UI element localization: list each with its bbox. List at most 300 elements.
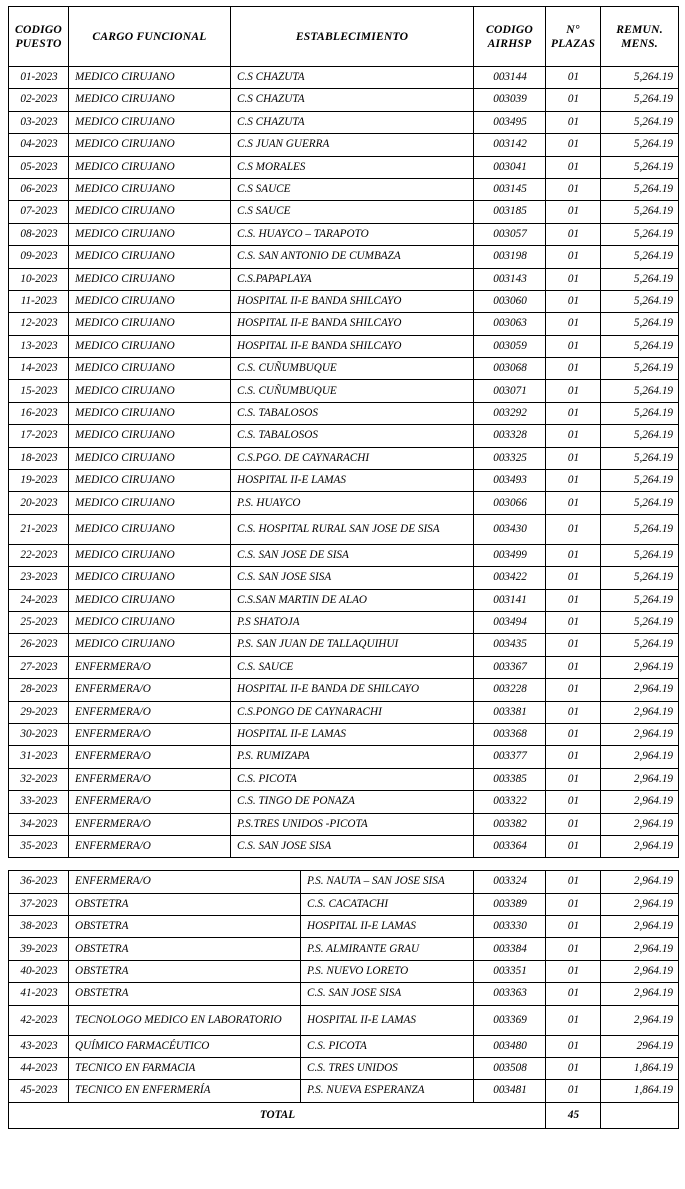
cell-codigo-airhsp: 003059 bbox=[474, 335, 546, 357]
cell-n-plazas: 01 bbox=[546, 567, 601, 589]
table-row bbox=[9, 246, 679, 268]
cell-codigo-puesto: 27-2023 bbox=[9, 656, 69, 678]
cell-n-plazas: 01 bbox=[546, 746, 601, 768]
cell-cargo-funcional: TECNICO EN FARMACIA bbox=[69, 1058, 301, 1080]
cell-establecimiento: C.S JUAN GUERRA bbox=[231, 134, 474, 156]
table-header-row bbox=[9, 7, 679, 67]
table-section-divider bbox=[8, 858, 678, 870]
column-header-establecimiento bbox=[231, 7, 474, 67]
cell-n-plazas: 01 bbox=[546, 938, 601, 960]
cell-codigo-airhsp: 003144 bbox=[474, 67, 546, 89]
cell-establecimiento: C.S CHAZUTA bbox=[231, 89, 474, 111]
cell-codigo-puesto: 15-2023 bbox=[9, 380, 69, 402]
cell-codigo-puesto: 20-2023 bbox=[9, 492, 69, 514]
cell-establecimiento: C.S.PONGO DE CAYNARACHI bbox=[231, 701, 474, 723]
cell-codigo-airhsp: 003292 bbox=[474, 402, 546, 424]
cell-codigo-airhsp: 003382 bbox=[474, 813, 546, 835]
cell-establecimiento: C.S.PAPAPLAYA bbox=[231, 268, 474, 290]
table-row bbox=[9, 746, 679, 768]
cell-cargo-funcional: MEDICO CIRUJANO bbox=[69, 335, 231, 357]
cell-cargo-funcional: ENFERMERA/O bbox=[69, 723, 231, 745]
total-label: TOTAL bbox=[9, 1102, 546, 1128]
cell-codigo-airhsp: 003328 bbox=[474, 425, 546, 447]
cell-codigo-puesto: 22-2023 bbox=[9, 544, 69, 566]
table-row bbox=[9, 791, 679, 813]
cell-cargo-funcional: MEDICO CIRUJANO bbox=[69, 313, 231, 335]
header-line-2: PUESTO bbox=[15, 36, 62, 50]
cell-cargo-funcional: MEDICO CIRUJANO bbox=[69, 544, 231, 566]
cell-remun-mens: 5,264.19 bbox=[601, 447, 679, 469]
table-row bbox=[9, 1058, 679, 1080]
cell-remun-mens: 5,264.19 bbox=[601, 470, 679, 492]
table-row bbox=[9, 916, 679, 938]
cell-codigo-airhsp: 003384 bbox=[474, 938, 546, 960]
cell-codigo-airhsp: 003351 bbox=[474, 960, 546, 982]
cell-establecimiento: HOSPITAL II-E BANDA SHILCAYO bbox=[231, 335, 474, 357]
table-row bbox=[9, 835, 679, 857]
cell-n-plazas: 01 bbox=[546, 178, 601, 200]
cell-n-plazas: 01 bbox=[546, 447, 601, 469]
cell-codigo-puesto: 09-2023 bbox=[9, 246, 69, 268]
cell-codigo-puesto: 25-2023 bbox=[9, 611, 69, 633]
cell-n-plazas: 01 bbox=[546, 634, 601, 656]
column-header-n-plazas bbox=[546, 7, 601, 67]
cell-establecimiento: P.S. RUMIZAPA bbox=[231, 746, 474, 768]
cell-n-plazas: 01 bbox=[546, 589, 601, 611]
table-row bbox=[9, 335, 679, 357]
cell-cargo-funcional: OBSTETRA bbox=[69, 983, 301, 1005]
cell-remun-mens: 5,264.19 bbox=[601, 567, 679, 589]
cell-n-plazas: 01 bbox=[546, 983, 601, 1005]
cell-codigo-airhsp: 003435 bbox=[474, 634, 546, 656]
cell-remun-mens: 5,264.19 bbox=[601, 290, 679, 312]
table-body-section-two bbox=[9, 871, 679, 1129]
cell-n-plazas: 01 bbox=[546, 679, 601, 701]
cell-remun-mens: 1,864.19 bbox=[601, 1080, 679, 1102]
cell-n-plazas: 01 bbox=[546, 246, 601, 268]
cell-codigo-airhsp: 003145 bbox=[474, 178, 546, 200]
cell-codigo-airhsp: 003369 bbox=[474, 1005, 546, 1035]
cell-remun-mens: 1,864.19 bbox=[601, 1058, 679, 1080]
cell-cargo-funcional: ENFERMERA/O bbox=[69, 835, 231, 857]
table-row bbox=[9, 514, 679, 544]
cell-codigo-airhsp: 003322 bbox=[474, 791, 546, 813]
cell-remun-mens: 2,964.19 bbox=[601, 679, 679, 701]
cell-cargo-funcional: ENFERMERA/O bbox=[69, 746, 231, 768]
cell-n-plazas: 01 bbox=[546, 470, 601, 492]
cell-n-plazas: 01 bbox=[546, 223, 601, 245]
cell-establecimiento: C.S. PICOTA bbox=[231, 768, 474, 790]
cell-remun-mens: 2,964.19 bbox=[601, 893, 679, 915]
cell-cargo-funcional: ENFERMERA/O bbox=[69, 679, 231, 701]
cell-remun-mens: 5,264.19 bbox=[601, 111, 679, 133]
cell-establecimiento: C.S SAUCE bbox=[231, 201, 474, 223]
table-row bbox=[9, 201, 679, 223]
table-row bbox=[9, 313, 679, 335]
header-line-2: MENS. bbox=[621, 36, 658, 50]
cell-cargo-funcional: ENFERMERA/O bbox=[69, 791, 231, 813]
cell-cargo-funcional: OBSTETRA bbox=[69, 938, 301, 960]
cell-remun-mens: 2,964.19 bbox=[601, 656, 679, 678]
table-row bbox=[9, 470, 679, 492]
cell-n-plazas: 01 bbox=[546, 893, 601, 915]
cell-cargo-funcional: OBSTETRA bbox=[69, 960, 301, 982]
cell-remun-mens: 5,264.19 bbox=[601, 589, 679, 611]
cell-codigo-airhsp: 003325 bbox=[474, 447, 546, 469]
column-header-cargo-funcional bbox=[69, 7, 231, 67]
header-line-2: PLAZAS bbox=[550, 36, 596, 50]
cell-codigo-airhsp: 003385 bbox=[474, 768, 546, 790]
table-row bbox=[9, 1080, 679, 1102]
cell-establecimiento: P.S. HUAYCO bbox=[231, 492, 474, 514]
cell-n-plazas: 01 bbox=[546, 835, 601, 857]
cell-codigo-puesto: 18-2023 bbox=[9, 447, 69, 469]
cell-cargo-funcional: MEDICO CIRUJANO bbox=[69, 611, 231, 633]
cell-codigo-puesto: 12-2023 bbox=[9, 313, 69, 335]
cell-establecimiento: P.S.TRES UNIDOS -PICOTA bbox=[231, 813, 474, 835]
cell-codigo-puesto: 38-2023 bbox=[9, 916, 69, 938]
cell-establecimiento: HOSPITAL II-E LAMAS bbox=[301, 916, 474, 938]
cell-establecimiento: C.S SAUCE bbox=[231, 178, 474, 200]
cell-n-plazas: 01 bbox=[546, 960, 601, 982]
header-line-1: CODIGO bbox=[15, 22, 62, 36]
cell-establecimiento: P.S. NUEVA ESPERANZA bbox=[301, 1080, 474, 1102]
table-row bbox=[9, 380, 679, 402]
cell-cargo-funcional: ENFERMERA/O bbox=[69, 656, 231, 678]
cell-remun-mens: 5,264.19 bbox=[601, 335, 679, 357]
cell-remun-mens: 2,964.19 bbox=[601, 983, 679, 1005]
cell-codigo-airhsp: 003039 bbox=[474, 89, 546, 111]
table-row bbox=[9, 1005, 679, 1035]
cell-remun-mens: 5,264.19 bbox=[601, 223, 679, 245]
cell-n-plazas: 01 bbox=[546, 358, 601, 380]
cell-n-plazas: 01 bbox=[546, 723, 601, 745]
cell-n-plazas: 01 bbox=[546, 67, 601, 89]
cell-n-plazas: 01 bbox=[546, 425, 601, 447]
cell-remun-mens: 5,264.19 bbox=[601, 313, 679, 335]
cell-remun-mens: 5,264.19 bbox=[601, 492, 679, 514]
cell-codigo-airhsp: 003185 bbox=[474, 201, 546, 223]
table-row bbox=[9, 871, 679, 893]
cell-n-plazas: 01 bbox=[546, 492, 601, 514]
cell-cargo-funcional: TECNOLOGO MEDICO EN LABORATORIO bbox=[69, 1005, 301, 1035]
total-remun-value bbox=[601, 1102, 679, 1128]
cell-codigo-puesto: 05-2023 bbox=[9, 156, 69, 178]
cell-establecimiento: C.S. SAUCE bbox=[231, 656, 474, 678]
cell-n-plazas: 01 bbox=[546, 871, 601, 893]
cell-cargo-funcional: ENFERMERA/O bbox=[69, 768, 231, 790]
cell-n-plazas: 01 bbox=[546, 156, 601, 178]
cell-n-plazas: 01 bbox=[546, 380, 601, 402]
cell-codigo-puesto: 42-2023 bbox=[9, 1005, 69, 1035]
cell-codigo-puesto: 45-2023 bbox=[9, 1080, 69, 1102]
cell-remun-mens: 2,964.19 bbox=[601, 938, 679, 960]
column-header-codigo-puesto bbox=[9, 7, 69, 67]
cell-establecimiento: C.S. TABALOSOS bbox=[231, 425, 474, 447]
table-row bbox=[9, 425, 679, 447]
cell-remun-mens: 5,264.19 bbox=[601, 178, 679, 200]
table-row bbox=[9, 268, 679, 290]
cell-establecimiento: P.S SHATOJA bbox=[231, 611, 474, 633]
cell-codigo-puesto: 37-2023 bbox=[9, 893, 69, 915]
cell-codigo-puesto: 19-2023 bbox=[9, 470, 69, 492]
table-row bbox=[9, 447, 679, 469]
cell-codigo-airhsp: 003495 bbox=[474, 111, 546, 133]
cell-remun-mens: 5,264.19 bbox=[601, 358, 679, 380]
cell-n-plazas: 01 bbox=[546, 916, 601, 938]
cell-n-plazas: 01 bbox=[546, 701, 601, 723]
cell-remun-mens: 2,964.19 bbox=[601, 916, 679, 938]
cell-cargo-funcional: ENFERMERA/O bbox=[69, 701, 231, 723]
cell-codigo-airhsp: 003041 bbox=[474, 156, 546, 178]
cell-establecimiento: C.S. CUÑUMBUQUE bbox=[231, 380, 474, 402]
cell-codigo-puesto: 08-2023 bbox=[9, 223, 69, 245]
cell-codigo-puesto: 24-2023 bbox=[9, 589, 69, 611]
cell-cargo-funcional: MEDICO CIRUJANO bbox=[69, 514, 231, 544]
cell-cargo-funcional: MEDICO CIRUJANO bbox=[69, 201, 231, 223]
cell-cargo-funcional: MEDICO CIRUJANO bbox=[69, 567, 231, 589]
cell-establecimiento: P.S. NAUTA – SAN JOSE SISA bbox=[301, 871, 474, 893]
cell-cargo-funcional: MEDICO CIRUJANO bbox=[69, 156, 231, 178]
table-row bbox=[9, 402, 679, 424]
cell-codigo-airhsp: 003198 bbox=[474, 246, 546, 268]
header-line-1: N° bbox=[566, 22, 580, 36]
cell-cargo-funcional: MEDICO CIRUJANO bbox=[69, 178, 231, 200]
cell-cargo-funcional: MEDICO CIRUJANO bbox=[69, 358, 231, 380]
cell-codigo-puesto: 32-2023 bbox=[9, 768, 69, 790]
cell-remun-mens: 5,264.19 bbox=[601, 134, 679, 156]
cell-codigo-airhsp: 003481 bbox=[474, 1080, 546, 1102]
cell-cargo-funcional: QUÍMICO FARMACÉUTICO bbox=[69, 1035, 301, 1057]
cell-codigo-airhsp: 003430 bbox=[474, 514, 546, 544]
table-row bbox=[9, 290, 679, 312]
cell-codigo-airhsp: 003480 bbox=[474, 1035, 546, 1057]
table-total-row bbox=[9, 1102, 679, 1128]
cell-cargo-funcional: MEDICO CIRUJANO bbox=[69, 447, 231, 469]
table-row bbox=[9, 111, 679, 133]
cell-codigo-airhsp: 003141 bbox=[474, 589, 546, 611]
cell-codigo-airhsp: 003422 bbox=[474, 567, 546, 589]
cell-establecimiento: C.S CHAZUTA bbox=[231, 67, 474, 89]
cell-cargo-funcional: MEDICO CIRUJANO bbox=[69, 111, 231, 133]
cell-n-plazas: 01 bbox=[546, 768, 601, 790]
cell-establecimiento: HOSPITAL II-E BANDA SHILCAYO bbox=[231, 290, 474, 312]
table-row bbox=[9, 134, 679, 156]
cell-n-plazas: 01 bbox=[546, 791, 601, 813]
table-row bbox=[9, 567, 679, 589]
cell-codigo-airhsp: 003367 bbox=[474, 656, 546, 678]
cell-cargo-funcional: MEDICO CIRUJANO bbox=[69, 290, 231, 312]
cell-n-plazas: 01 bbox=[546, 1035, 601, 1057]
cell-codigo-puesto: 07-2023 bbox=[9, 201, 69, 223]
cell-remun-mens: 2,964.19 bbox=[601, 768, 679, 790]
cell-remun-mens: 2,964.19 bbox=[601, 701, 679, 723]
cell-establecimiento: HOSPITAL II-E LAMAS bbox=[231, 723, 474, 745]
cell-establecimiento: P.S. ALMIRANTE GRAU bbox=[301, 938, 474, 960]
cell-establecimiento: C.S. TABALOSOS bbox=[231, 402, 474, 424]
cell-n-plazas: 01 bbox=[546, 89, 601, 111]
cell-establecimiento: C.S. PICOTA bbox=[301, 1035, 474, 1057]
cell-cargo-funcional: MEDICO CIRUJANO bbox=[69, 634, 231, 656]
cell-remun-mens: 5,264.19 bbox=[601, 402, 679, 424]
cell-establecimiento: C.S. SAN JOSE SISA bbox=[301, 983, 474, 1005]
cell-codigo-puesto: 01-2023 bbox=[9, 67, 69, 89]
cell-codigo-airhsp: 003066 bbox=[474, 492, 546, 514]
cell-codigo-puesto: 04-2023 bbox=[9, 134, 69, 156]
cell-cargo-funcional: OBSTETRA bbox=[69, 893, 301, 915]
cell-cargo-funcional: MEDICO CIRUJANO bbox=[69, 425, 231, 447]
header-line-1: REMUN. bbox=[616, 22, 663, 36]
cell-codigo-airhsp: 003381 bbox=[474, 701, 546, 723]
column-header-remun-mens bbox=[601, 7, 679, 67]
cell-n-plazas: 01 bbox=[546, 1005, 601, 1035]
cell-codigo-puesto: 43-2023 bbox=[9, 1035, 69, 1057]
cell-codigo-airhsp: 003060 bbox=[474, 290, 546, 312]
cell-cargo-funcional: MEDICO CIRUJANO bbox=[69, 380, 231, 402]
cell-codigo-airhsp: 003364 bbox=[474, 835, 546, 857]
cell-establecimiento: C.S. CUÑUMBUQUE bbox=[231, 358, 474, 380]
cell-codigo-airhsp: 003377 bbox=[474, 746, 546, 768]
cell-codigo-puesto: 29-2023 bbox=[9, 701, 69, 723]
table-row bbox=[9, 544, 679, 566]
cell-establecimiento: P.S. SAN JUAN DE TALLAQUIHUI bbox=[231, 634, 474, 656]
table-row bbox=[9, 723, 679, 745]
cell-establecimiento: P.S. NUEVO LORETO bbox=[301, 960, 474, 982]
cell-codigo-puesto: 06-2023 bbox=[9, 178, 69, 200]
column-header-codigo-airhsp bbox=[474, 7, 546, 67]
table-row bbox=[9, 178, 679, 200]
cell-n-plazas: 01 bbox=[546, 201, 601, 223]
cell-codigo-puesto: 17-2023 bbox=[9, 425, 69, 447]
cell-establecimiento: C.S. SAN JOSE DE SISA bbox=[231, 544, 474, 566]
cell-establecimiento: C.S. SAN ANTONIO DE CUMBAZA bbox=[231, 246, 474, 268]
table-row bbox=[9, 589, 679, 611]
cell-n-plazas: 01 bbox=[546, 134, 601, 156]
cell-remun-mens: 5,264.19 bbox=[601, 246, 679, 268]
table-row bbox=[9, 656, 679, 678]
header-line-1: CARGO FUNCIONAL bbox=[92, 29, 207, 43]
cell-remun-mens: 5,264.19 bbox=[601, 514, 679, 544]
cell-codigo-airhsp: 003508 bbox=[474, 1058, 546, 1080]
cell-establecimiento: C.S. HOSPITAL RURAL SAN JOSE DE SISA bbox=[231, 514, 474, 544]
table-row bbox=[9, 67, 679, 89]
cell-codigo-airhsp: 003063 bbox=[474, 313, 546, 335]
table-row bbox=[9, 358, 679, 380]
table-row bbox=[9, 634, 679, 656]
cell-codigo-airhsp: 003068 bbox=[474, 358, 546, 380]
cell-codigo-puesto: 40-2023 bbox=[9, 960, 69, 982]
cell-establecimiento: C.S. CACATACHI bbox=[301, 893, 474, 915]
cell-codigo-puesto: 14-2023 bbox=[9, 358, 69, 380]
cell-cargo-funcional: MEDICO CIRUJANO bbox=[69, 246, 231, 268]
cell-codigo-puesto: 28-2023 bbox=[9, 679, 69, 701]
table-row bbox=[9, 960, 679, 982]
cell-cargo-funcional: MEDICO CIRUJANO bbox=[69, 89, 231, 111]
cell-codigo-puesto: 26-2023 bbox=[9, 634, 69, 656]
cell-remun-mens: 5,264.19 bbox=[601, 380, 679, 402]
cell-remun-mens: 5,264.19 bbox=[601, 268, 679, 290]
cell-remun-mens: 2,964.19 bbox=[601, 871, 679, 893]
table-row bbox=[9, 492, 679, 514]
cell-establecimiento: HOSPITAL II-E BANDA SHILCAYO bbox=[231, 313, 474, 335]
table-row bbox=[9, 701, 679, 723]
cell-codigo-airhsp: 003142 bbox=[474, 134, 546, 156]
cell-n-plazas: 01 bbox=[546, 611, 601, 633]
header-line-2: AIRHSP bbox=[487, 36, 532, 50]
cell-establecimiento: C.S. TINGO DE PONAZA bbox=[231, 791, 474, 813]
cell-remun-mens: 5,264.19 bbox=[601, 67, 679, 89]
cell-n-plazas: 01 bbox=[546, 268, 601, 290]
cell-remun-mens: 5,264.19 bbox=[601, 89, 679, 111]
cell-codigo-airhsp: 003499 bbox=[474, 544, 546, 566]
cell-remun-mens: 5,264.19 bbox=[601, 611, 679, 633]
cell-codigo-puesto: 33-2023 bbox=[9, 791, 69, 813]
cell-establecimiento: C.S. HUAYCO – TARAPOTO bbox=[231, 223, 474, 245]
cell-codigo-puesto: 39-2023 bbox=[9, 938, 69, 960]
cell-codigo-puesto: 02-2023 bbox=[9, 89, 69, 111]
cell-n-plazas: 01 bbox=[546, 313, 601, 335]
cell-n-plazas: 01 bbox=[546, 402, 601, 424]
cell-cargo-funcional: MEDICO CIRUJANO bbox=[69, 67, 231, 89]
cell-establecimiento: C.S. TRES UNIDOS bbox=[301, 1058, 474, 1080]
cell-codigo-airhsp: 003057 bbox=[474, 223, 546, 245]
table-row bbox=[9, 893, 679, 915]
plazas-table-section-one bbox=[8, 6, 679, 858]
cell-remun-mens: 2964.19 bbox=[601, 1035, 679, 1057]
cell-codigo-puesto: 21-2023 bbox=[9, 514, 69, 544]
cell-remun-mens: 5,264.19 bbox=[601, 201, 679, 223]
cell-codigo-airhsp: 003363 bbox=[474, 983, 546, 1005]
cell-codigo-puesto: 23-2023 bbox=[9, 567, 69, 589]
cell-n-plazas: 01 bbox=[546, 514, 601, 544]
cell-codigo-puesto: 35-2023 bbox=[9, 835, 69, 857]
header-line-1: ESTABLECIMIENTO bbox=[295, 29, 409, 43]
table-row bbox=[9, 89, 679, 111]
cell-n-plazas: 01 bbox=[546, 1080, 601, 1102]
cell-establecimiento: C.S.PGO. DE CAYNARACHI bbox=[231, 447, 474, 469]
cell-cargo-funcional: TECNICO EN ENFERMERÍA bbox=[69, 1080, 301, 1102]
cell-remun-mens: 2,964.19 bbox=[601, 813, 679, 835]
cell-establecimiento: HOSPITAL II-E LAMAS bbox=[231, 470, 474, 492]
cell-remun-mens: 5,264.19 bbox=[601, 544, 679, 566]
cell-establecimiento: HOSPITAL II-E BANDA DE SHILCAYO bbox=[231, 679, 474, 701]
cell-codigo-airhsp: 003494 bbox=[474, 611, 546, 633]
total-plazas-value: 45 bbox=[546, 1102, 601, 1128]
cell-remun-mens: 2,964.19 bbox=[601, 1005, 679, 1035]
cell-codigo-airhsp: 003493 bbox=[474, 470, 546, 492]
table-row bbox=[9, 983, 679, 1005]
cell-codigo-puesto: 03-2023 bbox=[9, 111, 69, 133]
cell-codigo-puesto: 34-2023 bbox=[9, 813, 69, 835]
cell-codigo-puesto: 30-2023 bbox=[9, 723, 69, 745]
cell-cargo-funcional: MEDICO CIRUJANO bbox=[69, 470, 231, 492]
cell-n-plazas: 01 bbox=[546, 290, 601, 312]
plazas-table-section-two bbox=[8, 870, 679, 1129]
cell-cargo-funcional: MEDICO CIRUJANO bbox=[69, 223, 231, 245]
cell-cargo-funcional: MEDICO CIRUJANO bbox=[69, 134, 231, 156]
cell-codigo-puesto: 13-2023 bbox=[9, 335, 69, 357]
table-body-section-one bbox=[9, 67, 679, 858]
cell-establecimiento: HOSPITAL II-E LAMAS bbox=[301, 1005, 474, 1035]
cell-remun-mens: 5,264.19 bbox=[601, 425, 679, 447]
cell-remun-mens: 2,964.19 bbox=[601, 835, 679, 857]
cell-n-plazas: 01 bbox=[546, 111, 601, 133]
cell-codigo-puesto: 41-2023 bbox=[9, 983, 69, 1005]
cell-cargo-funcional: OBSTETRA bbox=[69, 916, 301, 938]
cell-cargo-funcional: MEDICO CIRUJANO bbox=[69, 589, 231, 611]
cell-codigo-airhsp: 003324 bbox=[474, 871, 546, 893]
cell-codigo-puesto: 10-2023 bbox=[9, 268, 69, 290]
